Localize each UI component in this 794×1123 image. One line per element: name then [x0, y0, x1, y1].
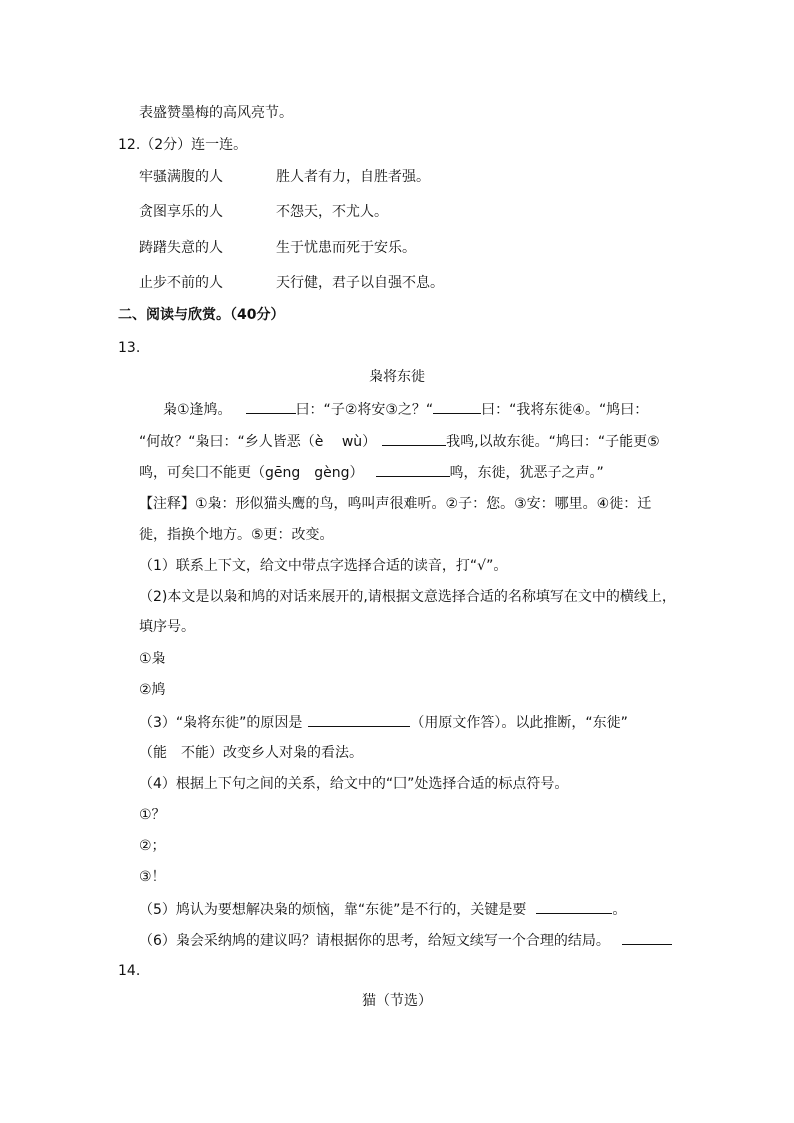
subquestion-2-cont: 填序号。 [139, 619, 195, 635]
match-right-item: 天行健，君子以自强不息。 [276, 275, 444, 291]
answer-blank[interactable] [382, 431, 446, 446]
question-text: （6）枭会采纳鸠的建议吗？请根据你的思考，给短文续写一个合理的结局。 [139, 933, 610, 949]
match-left-item: 止步不前的人 [139, 275, 223, 291]
match-right-item: 生于忧患而死于安乐。 [276, 240, 416, 256]
passage-text: 曰：“子②将安③之？“ [295, 402, 434, 418]
option[interactable]: ①？ [139, 807, 166, 823]
passage-line [163, 399, 648, 420]
answer-blank[interactable] [308, 712, 410, 727]
answer-blank[interactable] [622, 930, 672, 945]
question-text: 。 [612, 902, 627, 918]
match-left-item: 贪图享乐的人 [139, 204, 223, 220]
option[interactable]: ①枭 [139, 651, 166, 667]
passage-text: 枭①逢鸠。 [163, 402, 232, 418]
answer-blank[interactable] [376, 462, 450, 477]
option[interactable]: ③！ [139, 869, 166, 885]
annotation-line: 【注释】①枭：形似猫头鹰的鸟，鸣叫声很难听。②子：您。③安：哪里。④徙：迁 [139, 496, 652, 512]
passage-text: “何故？“枭曰：“乡人皆恶（è wù） [139, 434, 377, 450]
annotation-line: 徙，指换个地方。⑤更：改变。 [139, 527, 334, 543]
answer-blank[interactable] [536, 899, 612, 914]
option[interactable]: ②鸠 [139, 682, 166, 698]
option[interactable]: ②； [139, 838, 166, 854]
subquestion-1: （1）联系上下文，给文中带点字选择合适的读音，打“√”。 [139, 558, 508, 574]
q12-header: 12.（2分）连一连。 [118, 137, 248, 153]
passage-text: 我鸣,以故东徙。“鸠曰：“子能更⑤ [446, 434, 660, 450]
subquestion-6 [139, 930, 672, 951]
subquestion-3-cont: （能 不能）改变乡人对枭的看法。 [139, 745, 363, 761]
match-right-item: 不怨天，不尤人。 [276, 204, 388, 220]
question-text: （用原文作答）。以此推断，“东徙” [410, 715, 628, 731]
q14-number: 14. [118, 963, 141, 979]
passage-line [139, 462, 604, 483]
match-left-item: 踌躇失意的人 [139, 240, 223, 256]
section-heading: 二、阅读与欣赏。（40分） [118, 307, 285, 323]
match-left-item: 牢骚满腹的人 [139, 169, 223, 185]
question-text: （5）鸠认为要想解决枭的烦恼，靠“东徙”是不行的，关键是要 [139, 902, 527, 918]
passage-text: 曰：“我将东徙④。“鸠曰： [481, 402, 649, 418]
subquestion-5 [139, 899, 626, 920]
passage-text: 鸣，可矣囗不能更（gēng gèng） [139, 465, 364, 481]
subquestion-3 [139, 712, 628, 733]
answer-blank[interactable] [433, 399, 481, 414]
passage-title: 枭将东徙 [369, 369, 425, 385]
subquestion-4: （4）根据上下句之间的关系，给文中的“囗”处选择合适的标点符号。 [139, 776, 569, 792]
q13-number: 13. [118, 340, 141, 356]
question-text: （3）“枭将东徙”的原因是 [139, 715, 303, 731]
passage-text: 鸣，东徙，犹恶子之声。” [449, 465, 604, 481]
passage-title: 猫（节选） [362, 993, 432, 1009]
answer-blank[interactable] [246, 399, 296, 414]
passage-line [139, 431, 660, 452]
match-right-item: 胜人者有力，自胜者强。 [276, 169, 430, 185]
subquestion-2: （2)本文是以枭和鸠的对话来展开的,请根据文意选择合适的名称填写在文中的横线上， [139, 589, 676, 605]
q11-tail-text: 表盛赞墨梅的高风亮节。 [139, 105, 293, 121]
